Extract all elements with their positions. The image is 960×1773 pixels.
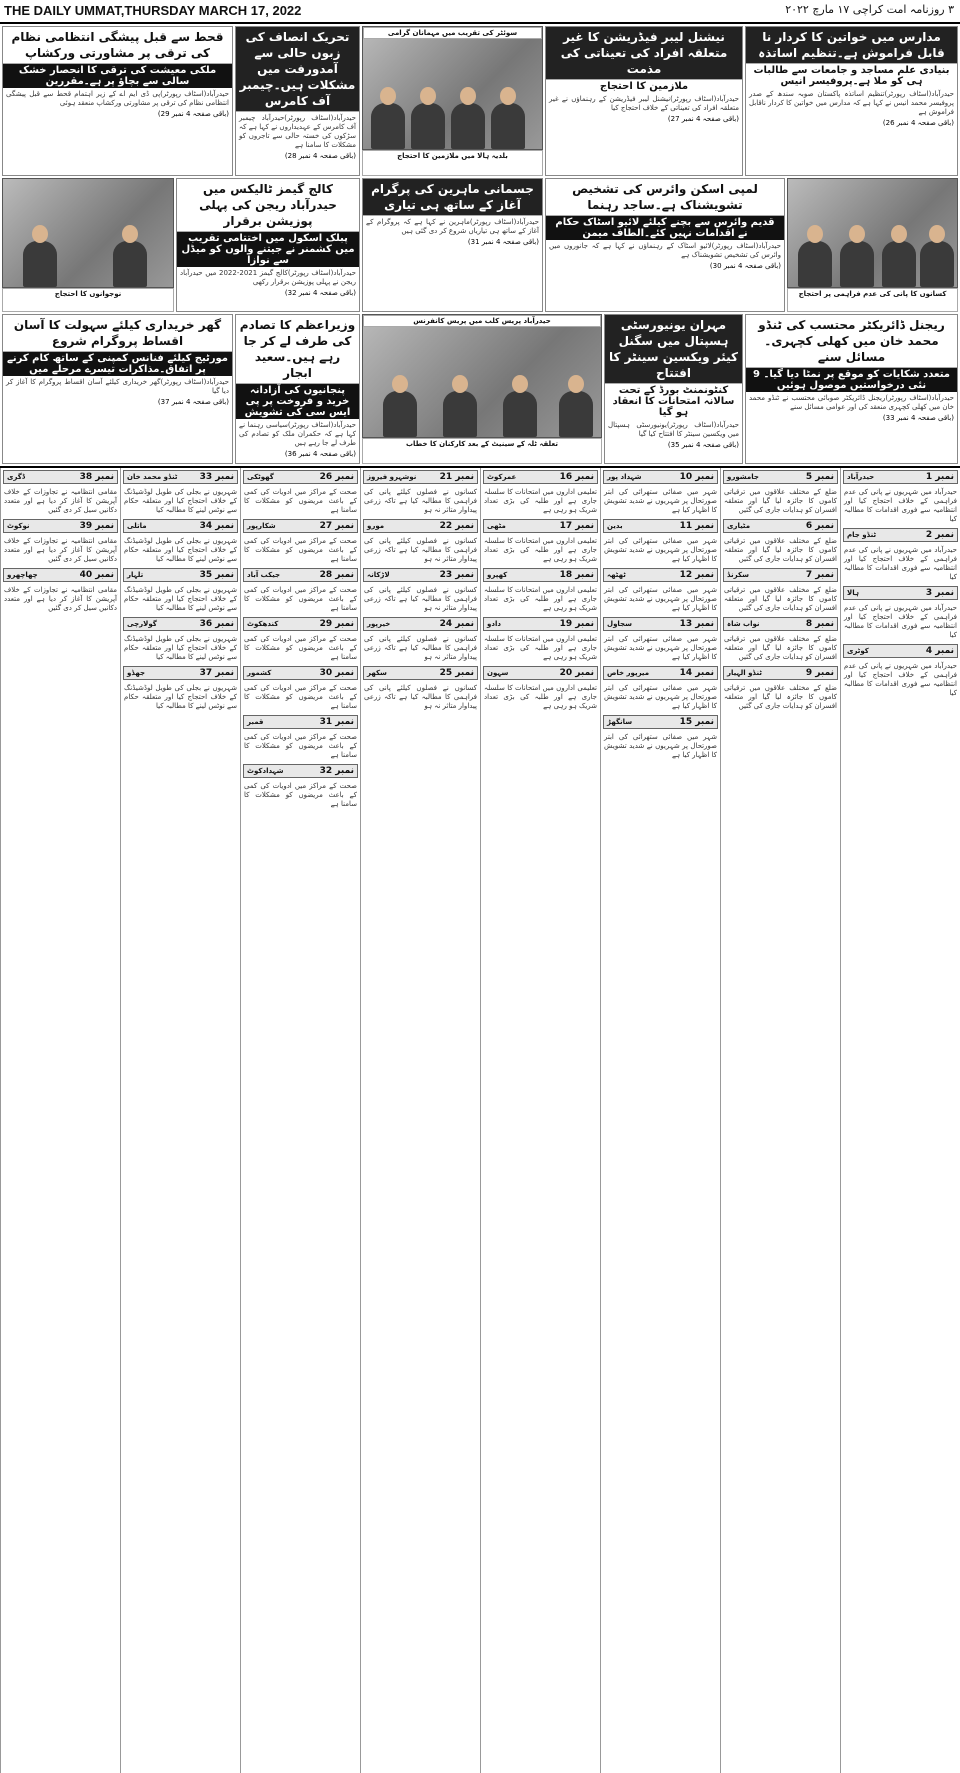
report-label <box>123 617 238 631</box>
report-text: شہریوں نے بجلی کی طویل لوڈشیڈنگ کے خلاف احتجاج کیا اور متعلقہ حکام سے نوٹس لینے کا مطالبہ کیا <box>124 488 237 514</box>
report-label <box>123 519 238 533</box>
report-number: نمبر 20 <box>559 668 594 678</box>
story-body: حیدرآباد(اسٹاف رپورٹر)ریجنل ڈائریکٹر صوبائی محتسب نے ٹنڈو محمد خان میں کھلی کچہری منعقد کی اور عوامی مسائل سنے <box>749 394 954 411</box>
report-place: خیرپور <box>367 620 391 628</box>
report-number: نمبر 16 <box>559 472 594 482</box>
story-headline: لمپی اسکن وائرس کی تشخیص تشویشناک ہے۔ساجد رہنما <box>546 179 784 216</box>
report-number: نمبر 19 <box>559 619 594 629</box>
report-text: شہریوں نے بجلی کی طویل لوڈشیڈنگ کے خلاف احتجاج کیا اور متعلقہ حکام سے نوٹس لینے کا مطالبہ کیا <box>124 635 237 661</box>
report-label <box>483 519 598 533</box>
report-label <box>843 470 958 484</box>
story-labour <box>545 26 743 176</box>
story-headline: ریجنل ڈائریکٹر محتسب کی ٹنڈو محمد خان میں کھلی کچہری۔مسائل سنے <box>746 315 957 368</box>
photo-caption: حیدرآباد پریس کلب میں پریس کانفرنس <box>363 315 601 327</box>
report-label <box>243 617 358 631</box>
report-label <box>723 617 838 631</box>
story-headline: نیشنل لیبر فیڈریشن کا غیر متعلقہ افراد کی تعیناتی کی مذمت <box>546 27 742 80</box>
report-number: نمبر 9 <box>805 668 834 678</box>
report-place: شکارپور <box>247 522 276 530</box>
report-text: صحت کے مراکز میں ادویات کی کمی کے باعث مریضوں کو مشکلات کا سامنا ہے <box>244 782 357 808</box>
photo-caption: بلدیہ ہالا میں ملازمین کا احتجاج <box>362 150 543 176</box>
report-number: نمبر 31 <box>319 717 354 727</box>
report-label <box>723 568 838 582</box>
report-label <box>363 519 478 533</box>
report-label <box>3 519 118 533</box>
report-number: نمبر 11 <box>679 521 714 531</box>
report-label <box>243 666 358 680</box>
report-text: صحت کے مراکز میں ادویات کی کمی کے باعث مریضوں کو مشکلات کا سامنا ہے <box>244 586 357 612</box>
report-label <box>243 470 358 484</box>
report-number: نمبر 39 <box>79 521 114 531</box>
report-label <box>603 617 718 631</box>
report-label <box>723 666 838 680</box>
story-subheadline: پبلک اسکول میں اختتامی تقریب میں کشمنر نے جیتنے والوں کو میڈل سے نوازا <box>177 232 359 267</box>
report-label <box>123 666 238 680</box>
report-label <box>123 568 238 582</box>
story-continuation: (باقی صفحہ 4 نمبر 28) <box>284 152 356 160</box>
report-number: نمبر 17 <box>559 521 594 531</box>
story-lumpy-skin <box>545 178 785 312</box>
report-number: نمبر 7 <box>805 570 834 580</box>
report-label <box>363 568 478 582</box>
report-text: ضلع کے مختلف علاقوں میں ترقیاتی کاموں کا جائزہ لیا گیا اور متعلقہ افسران کو ہدایات جاری کی گئیں <box>724 537 837 563</box>
report-place: مٹیاری <box>727 522 751 530</box>
story-headline: گھر خریداری کیلئے سہولت کا آسان اقساط پروگرام شروع <box>3 315 232 352</box>
report-place: جامشورو <box>727 473 759 481</box>
story-body: حیدرآباد(اسٹاف رپورٹر)لائیو اسٹاک کے رہنماؤں نے کہا ہے کہ جانوروں میں وائرس کی تشخیص تشویشناک ہے <box>549 242 781 259</box>
news-column <box>360 468 480 1773</box>
report-label <box>483 470 598 484</box>
story-subheadline: بنیادی علم مساجد و جامعات سے طالبات ہی کو ملا ہے۔پروفیسر انیس <box>753 65 950 87</box>
story-vaccine-centre <box>604 314 743 464</box>
news-column <box>480 468 600 1773</box>
report-text: صحت کے مراکز میں ادویات کی کمی کے باعث مریضوں کو مشکلات کا سامنا ہے <box>244 488 357 514</box>
photo-caption: نوجوانوں کا احتجاج <box>2 288 174 312</box>
report-number: نمبر 13 <box>679 619 714 629</box>
news-column <box>840 468 960 1773</box>
report-label <box>363 617 478 631</box>
report-number: نمبر 35 <box>199 570 234 580</box>
photo-caption: تعلقہ ٹلہ کے سینیٹ کے بعد کارکنان کا خطاب <box>362 438 602 464</box>
report-text: صحت کے مراکز میں ادویات کی کمی کے باعث مریضوں کو مشکلات کا سامنا ہے <box>244 537 357 563</box>
report-place: قمبر <box>247 718 264 726</box>
photo-press-conference <box>362 314 602 438</box>
report-text: شہر میں صفائی ستھرائی کی ابتر صورتحال پر شہریوں نے شدید تشویش کا اظہار کیا ہے <box>604 684 717 710</box>
report-text: شہر میں صفائی ستھرائی کی ابتر صورتحال پر شہریوں نے شدید تشویش کا اظہار کیا ہے <box>604 635 717 661</box>
story-continuation: (باقی صفحہ 4 نمبر 36) <box>284 450 356 458</box>
report-text: کسانوں نے فصلوں کیلئے پانی کی فراہمی کا مطالبہ کیا ہے تاکہ زرعی پیداوار متاثر نہ ہو <box>364 488 477 514</box>
report-place: ہالا <box>847 589 859 597</box>
report-place: ٹنڈو جام <box>847 531 877 539</box>
report-text: تعلیمی اداروں میں امتحانات کا سلسلہ جاری ہے اور طلبہ کی بڑی تعداد شریک ہو رہی ہے <box>484 635 597 661</box>
report-text: حیدرآباد میں شہریوں نے پانی کی عدم فراہمی کے خلاف احتجاج کیا اور انتظامیہ سے فوری اقدامات کا مطالبہ کیا <box>844 662 957 697</box>
report-place: جیکب آباد <box>247 571 281 579</box>
news-column <box>0 468 120 1773</box>
story-continuation: (باقی صفحہ 4 نمبر 35) <box>667 441 739 449</box>
report-number: نمبر 32 <box>319 766 354 776</box>
story-continuation: (باقی صفحہ 4 نمبر 32) <box>284 289 356 297</box>
report-number: نمبر 2 <box>925 530 954 540</box>
report-text: حیدرآباد میں شہریوں نے پانی کی عدم فراہمی کے خلاف احتجاج کیا اور انتظامیہ سے فوری اقدامات کا مطالبہ کیا <box>844 488 957 523</box>
story-continuation: (باقی صفحہ 4 نمبر 33) <box>882 414 954 422</box>
report-label <box>363 666 478 680</box>
story-headline: مہران یونیورسٹی ہسپتال میں سگنل کیئر ویکسین سینٹر کا افتتاح <box>605 315 742 384</box>
report-number: نمبر 5 <box>805 472 834 482</box>
report-text: تعلیمی اداروں میں امتحانات کا سلسلہ جاری ہے اور طلبہ کی بڑی تعداد شریک ہو رہی ہے <box>484 488 597 514</box>
story-headline: جسمانی ماہرین کی پرگرام آغاز کے ساتھ ہی تیاری <box>363 179 542 216</box>
report-number: نمبر 30 <box>319 668 354 678</box>
report-place: کھپرو <box>487 571 508 579</box>
report-text: صحت کے مراکز میں ادویات کی کمی کے باعث مریضوں کو مشکلات کا سامنا ہے <box>244 684 357 710</box>
report-number: نمبر 26 <box>319 472 354 482</box>
report-label <box>603 470 718 484</box>
report-place: سکھر <box>367 669 387 677</box>
report-place: ٹھٹھہ <box>607 571 626 579</box>
report-number: نمبر 18 <box>559 570 594 580</box>
story-chamber <box>235 26 360 176</box>
story-body: حیدرآباد(اسٹاف رپورٹر)ماہرین نے کہا ہے کہ پروگرام کے آغاز کے ساتھ ہی تیاریاں شروع کر دی گئی ہیں <box>366 218 539 235</box>
report-place: سہون <box>487 669 509 677</box>
report-number: نمبر 23 <box>439 570 474 580</box>
story-headline: قحط سے قبل پیشگی انتظامی نظام کی ترقی پر مشاورتی ورکشاپ <box>3 27 232 64</box>
report-text: شہر میں صفائی ستھرائی کی ابتر صورتحال پر شہریوں نے شدید تشویش کا اظہار کیا ہے <box>604 537 717 563</box>
photo-caption: کسانوں کا پانی کی عدم فراہمی پر احتجاج <box>787 288 958 312</box>
report-number: نمبر 12 <box>679 570 714 580</box>
report-label <box>123 470 238 484</box>
story-continuation: (باقی صفحہ 4 نمبر 37) <box>157 398 229 406</box>
report-text: ضلع کے مختلف علاقوں میں ترقیاتی کاموں کا جائزہ لیا گیا اور متعلقہ افسران کو ہدایات جاری کی گئیں <box>724 586 837 612</box>
report-number: نمبر 8 <box>805 619 834 629</box>
story-experts <box>362 178 543 312</box>
report-text: تعلیمی اداروں میں امتحانات کا سلسلہ جاری ہے اور طلبہ کی بڑی تعداد شریک ہو رہی ہے <box>484 586 597 612</box>
report-text: کسانوں نے فصلوں کیلئے پانی کی فراہمی کا مطالبہ کیا ہے تاکہ زرعی پیداوار متاثر نہ ہو <box>364 537 477 563</box>
report-place: نوشہرو فیروز <box>367 473 417 481</box>
report-number: نمبر 36 <box>199 619 234 629</box>
report-number: نمبر 4 <box>925 646 954 656</box>
story-body: حیدرآباد(اسٹاف رپورٹر)کالج گیمز 2021-2022 میں حیدرآباد ریجن نے پہلی پوزیشن برقرار رکھی <box>180 269 356 286</box>
story-pm-clash <box>235 314 360 464</box>
report-label <box>243 764 358 778</box>
report-place: گھوٹکی <box>247 473 274 481</box>
report-number: نمبر 28 <box>319 570 354 580</box>
report-text: شہریوں نے بجلی کی طویل لوڈشیڈنگ کے خلاف احتجاج کیا اور متعلقہ حکام سے نوٹس لینے کا مطالبہ کیا <box>124 586 237 612</box>
report-label <box>603 519 718 533</box>
report-place: ٹنڈو الہیار <box>727 669 762 677</box>
report-number: نمبر 24 <box>439 619 474 629</box>
report-text: کسانوں نے فصلوں کیلئے پانی کی فراہمی کا مطالبہ کیا ہے تاکہ زرعی پیداوار متاثر نہ ہو <box>364 635 477 661</box>
report-label <box>723 470 838 484</box>
report-number: نمبر 25 <box>439 668 474 678</box>
news-column <box>120 468 240 1773</box>
report-number: نمبر 37 <box>199 668 234 678</box>
report-label <box>3 568 118 582</box>
report-label <box>243 519 358 533</box>
report-number: نمبر 27 <box>319 521 354 531</box>
story-subheadline: قدیم وائرس سے بچنے کیلئے لائیو اسٹاک حکام نے اقدامات نہیں کئے۔الطاف میمن <box>546 216 784 240</box>
report-text: شہر میں صفائی ستھرائی کی ابتر صورتحال پر شہریوں نے شدید تشویش کا اظہار کیا ہے <box>604 488 717 514</box>
report-place: عمرکوٹ <box>487 473 517 481</box>
report-place: کوٹری <box>847 647 869 655</box>
report-place: کندھکوٹ <box>247 620 279 628</box>
report-place: دادو <box>487 620 501 628</box>
report-label <box>3 470 118 484</box>
story-ombudsman <box>745 314 958 464</box>
report-place: نوکوٹ <box>7 522 30 530</box>
report-place: میرپور خاص <box>607 669 650 677</box>
report-place: مٹھی <box>487 522 506 530</box>
report-number: نمبر 29 <box>319 619 354 629</box>
story-headline: کالج گیمز ٹالیکس میں حیدرآباد ریجن کی پہلی پوزیشن برقرار <box>177 179 359 232</box>
report-text: تعلیمی اداروں میں امتحانات کا سلسلہ جاری ہے اور طلبہ کی بڑی تعداد شریک ہو رہی ہے <box>484 684 597 710</box>
story-housing-scheme <box>2 314 233 464</box>
report-place: جھڈو <box>127 669 146 677</box>
report-place: گولارچی <box>127 620 157 628</box>
story-body: حیدرآباد(اسٹاف رپورٹر)یونیورسٹی ہسپتال میں ویکسین سینٹر کا افتتاح کیا گیا <box>608 421 739 438</box>
report-number: نمبر 15 <box>679 717 714 727</box>
masthead <box>0 0 960 24</box>
report-number: نمبر 33 <box>199 472 234 482</box>
report-place: کشمور <box>247 669 272 677</box>
story-subheadline: پنجانیوں کی آزادانہ خرید و فروخت پر پی ایس سی کی تشویش <box>236 384 359 419</box>
report-place: چھاچھرو <box>7 571 38 579</box>
story-body: حیدرآباد(اسٹاف رپورٹر)تنظیم اساتذہ پاکستان صوبہ سندھ کے صدر پروفیسر محمد انیس نے کہا ہے کہ مدارس میں خواتین کا کردار ناقابل فراموش ہے <box>749 90 954 116</box>
story-subheadline: کنٹونمنٹ بورڈ کے تحت سالانہ امتحانات کا انعقاد ہو گیا <box>612 385 735 418</box>
report-text: صحت کے مراکز میں ادویات کی کمی کے باعث مریضوں کو مشکلات کا سامنا ہے <box>244 733 357 759</box>
photo-press-group <box>362 26 543 150</box>
report-place: سانگھڑ <box>607 718 633 726</box>
report-place: ڈگری <box>7 473 25 481</box>
report-number: نمبر 22 <box>439 521 474 531</box>
report-place: لاڑکانہ <box>367 571 390 579</box>
report-number: نمبر 10 <box>679 472 714 482</box>
news-column <box>600 468 720 1773</box>
story-subheadline: متعدد شکایات کو موقع پر نمٹا دیا گیا۔ 9 نئی درخواستیں موصول ہوئیں <box>746 368 957 392</box>
report-text: شہر میں صفائی ستھرائی کی ابتر صورتحال پر شہریوں نے شدید تشویش کا اظہار کیا ہے <box>604 733 717 759</box>
report-place: مورو <box>367 522 385 530</box>
report-place: شہداد پور <box>607 473 642 481</box>
report-number: نمبر 6 <box>805 521 834 531</box>
report-text: مقامی انتظامیہ نے تجاوزات کے خلاف آپریشن کا آغاز کر دیا ہے اور متعدد دکانیں سیل کر دی گئیں <box>4 537 117 563</box>
story-college-games <box>176 178 360 312</box>
report-text: ضلع کے مختلف علاقوں میں ترقیاتی کاموں کا جائزہ لیا گیا اور متعلقہ افسران کو ہدایات جاری کی گئیں <box>724 684 837 710</box>
report-text: شہریوں نے بجلی کی طویل لوڈشیڈنگ کے خلاف احتجاج کیا اور متعلقہ حکام سے نوٹس لینے کا مطالبہ کیا <box>124 537 237 563</box>
report-place: حیدرآباد <box>847 473 875 481</box>
report-number: نمبر 14 <box>679 668 714 678</box>
report-label <box>243 715 358 729</box>
report-number: نمبر 3 <box>925 588 954 598</box>
report-place: شہدادکوٹ <box>247 767 284 775</box>
report-place: ٹنڈو محمد خان <box>127 473 178 481</box>
story-subheadline: مورٹیج کیلئے فنانس کمپنی کے ساتھ کام کرنے پر اتفاق۔مذاکرات تیسرے مرحلے میں <box>3 352 232 376</box>
report-text: کسانوں نے فصلوں کیلئے پانی کی فراہمی کا مطالبہ کیا ہے تاکہ زرعی پیداوار متاثر نہ ہو <box>364 684 477 710</box>
story-continuation: (باقی صفحہ 4 نمبر 30) <box>709 262 781 270</box>
local-news-grid <box>0 466 960 1773</box>
report-label <box>723 519 838 533</box>
report-place: سکرنڈ <box>727 571 749 579</box>
report-place: بدین <box>607 522 623 530</box>
story-drought-workshop <box>2 26 233 176</box>
report-number: نمبر 40 <box>79 570 114 580</box>
report-text: صحت کے مراکز میں ادویات کی کمی کے باعث مریضوں کو مشکلات کا سامنا ہے <box>244 635 357 661</box>
news-column <box>240 468 360 1773</box>
report-text: ضلع کے مختلف علاقوں میں ترقیاتی کاموں کا جائزہ لیا گیا اور متعلقہ افسران کو ہدایات جاری کی گئیں <box>724 488 837 514</box>
report-text: مقامی انتظامیہ نے تجاوزات کے خلاف آپریشن کا آغاز کر دیا ہے اور متعدد دکانیں سیل کر دی گئیں <box>4 488 117 514</box>
report-text: مقامی انتظامیہ نے تجاوزات کے خلاف آپریشن کا آغاز کر دیا ہے اور متعدد دکانیں سیل کر دی گئیں <box>4 586 117 612</box>
report-number: نمبر 38 <box>79 472 114 482</box>
masthead-title: THE DAILY UMMAT,THURSDAY MARCH 17, 2022 <box>4 3 302 18</box>
report-text: ضلع کے مختلف علاقوں میں ترقیاتی کاموں کا جائزہ لیا گیا اور متعلقہ افسران کو ہدایات جاری کی گئیں <box>724 635 837 661</box>
story-headline: تحریک انصاف کی زبوں حالی سے آمدورفت میں مشکلات ہیں۔چیمبر آف کامرس <box>236 27 359 112</box>
story-body: حیدرآباد(اسٹاف رپورٹر)پی ڈی ایم اے کے زیر اہتمام قحط سے قبل پیشگی انتظامی نظام کی ترقی پر مشاورتی ورکشاپ منعقد ہوئی <box>6 90 229 107</box>
photo-caption: سوئٹر کی تقریب میں مہمانان گرامی <box>363 27 542 39</box>
story-body: حیدرآباد(اسٹاف رپورٹر)حیدرآباد چیمبر آف کامرس کے عہدیداروں نے کہا ہے کہ سڑکوں کی خستہ حالی سے تاجروں کو مشکلات کا سامنا ہے <box>239 114 356 149</box>
story-headline: مدارس میں خواتین کا کردار نا قابل فراموش ہے۔تنظیم اساتذہ <box>746 27 957 64</box>
report-place: سجاول <box>607 620 632 628</box>
report-place: ماتلی <box>127 522 147 530</box>
report-label <box>603 568 718 582</box>
photo-youth <box>2 178 174 288</box>
story-body: حیدرآباد(اسٹاف رپورٹر)نیشنل لیبر فیڈریشن کے رہنماؤں نے غیر متعلقہ افراد کی تعیناتی کے خلاف احتجاج کیا <box>549 95 739 112</box>
report-label <box>483 568 598 582</box>
report-label <box>603 666 718 680</box>
report-place: نواب شاہ <box>727 620 760 628</box>
story-continuation: (باقی صفحہ 4 نمبر 27) <box>667 115 739 123</box>
story-subheadline: ملکی معیشت کی ترقی کا انحصار خشک سالی سے بچاؤ پر ہے۔مقررین <box>3 64 232 88</box>
report-number: نمبر 21 <box>439 472 474 482</box>
report-number: نمبر 34 <box>199 521 234 531</box>
report-place: تلہار <box>127 571 144 579</box>
report-text: حیدرآباد میں شہریوں نے پانی کی عدم فراہمی کے خلاف احتجاج کیا اور انتظامیہ سے فوری اقدامات کا مطالبہ کیا <box>844 546 957 581</box>
report-text: کسانوں نے فصلوں کیلئے پانی کی فراہمی کا مطالبہ کیا ہے تاکہ زرعی پیداوار متاثر نہ ہو <box>364 586 477 612</box>
story-continuation: (باقی صفحہ 4 نمبر 31) <box>467 238 539 246</box>
masthead-date-urdu: ۳ روزنامہ امت کراچی ۱۷ مارچ ۲۰۲۲ <box>785 3 954 16</box>
story-madaris <box>745 26 958 176</box>
report-text: شہر میں صفائی ستھرائی کی ابتر صورتحال پر شہریوں نے شدید تشویش کا اظہار کیا ہے <box>604 586 717 612</box>
report-text: حیدرآباد میں شہریوں نے پانی کی عدم فراہمی کے خلاف احتجاج کیا اور انتظامیہ سے فوری اقدامات کا مطالبہ کیا <box>844 604 957 639</box>
report-label <box>243 568 358 582</box>
story-continuation: (باقی صفحہ 4 نمبر 26) <box>882 119 954 127</box>
report-text: شہریوں نے بجلی کی طویل لوڈشیڈنگ کے خلاف احتجاج کیا اور متعلقہ حکام سے نوٹس لینے کا مطالبہ کیا <box>124 684 237 710</box>
news-column <box>720 468 840 1773</box>
photo-protest <box>787 178 958 288</box>
story-body: حیدرآباد(اسٹاف رپورٹر)گھر خریداری کیلئے آسان اقساط پروگرام کا آغاز کر دیا گیا <box>6 378 229 395</box>
story-continuation: (باقی صفحہ 4 نمبر 29) <box>157 110 229 118</box>
story-body: حیدرآباد(اسٹاف رپورٹر)سیاسی رہنما نے کہا ہے کہ حکمران ملک کو تصادم کی طرف لے جا رہے ہیں <box>239 421 356 447</box>
report-label <box>483 617 598 631</box>
report-label <box>483 666 598 680</box>
report-label <box>843 644 958 658</box>
report-number: نمبر 1 <box>925 472 954 482</box>
report-label <box>843 586 958 600</box>
report-label <box>603 715 718 729</box>
report-label <box>363 470 478 484</box>
story-headline: وزیراعظم کا تصادم کی طرف لے کر جا رہے ہیں۔سعید ابجار <box>236 315 359 384</box>
report-text: تعلیمی اداروں میں امتحانات کا سلسلہ جاری ہے اور طلبہ کی بڑی تعداد شریک ہو رہی ہے <box>484 537 597 563</box>
story-subheadline: ملازمین کا احتجاج <box>599 81 689 92</box>
report-label <box>843 528 958 542</box>
